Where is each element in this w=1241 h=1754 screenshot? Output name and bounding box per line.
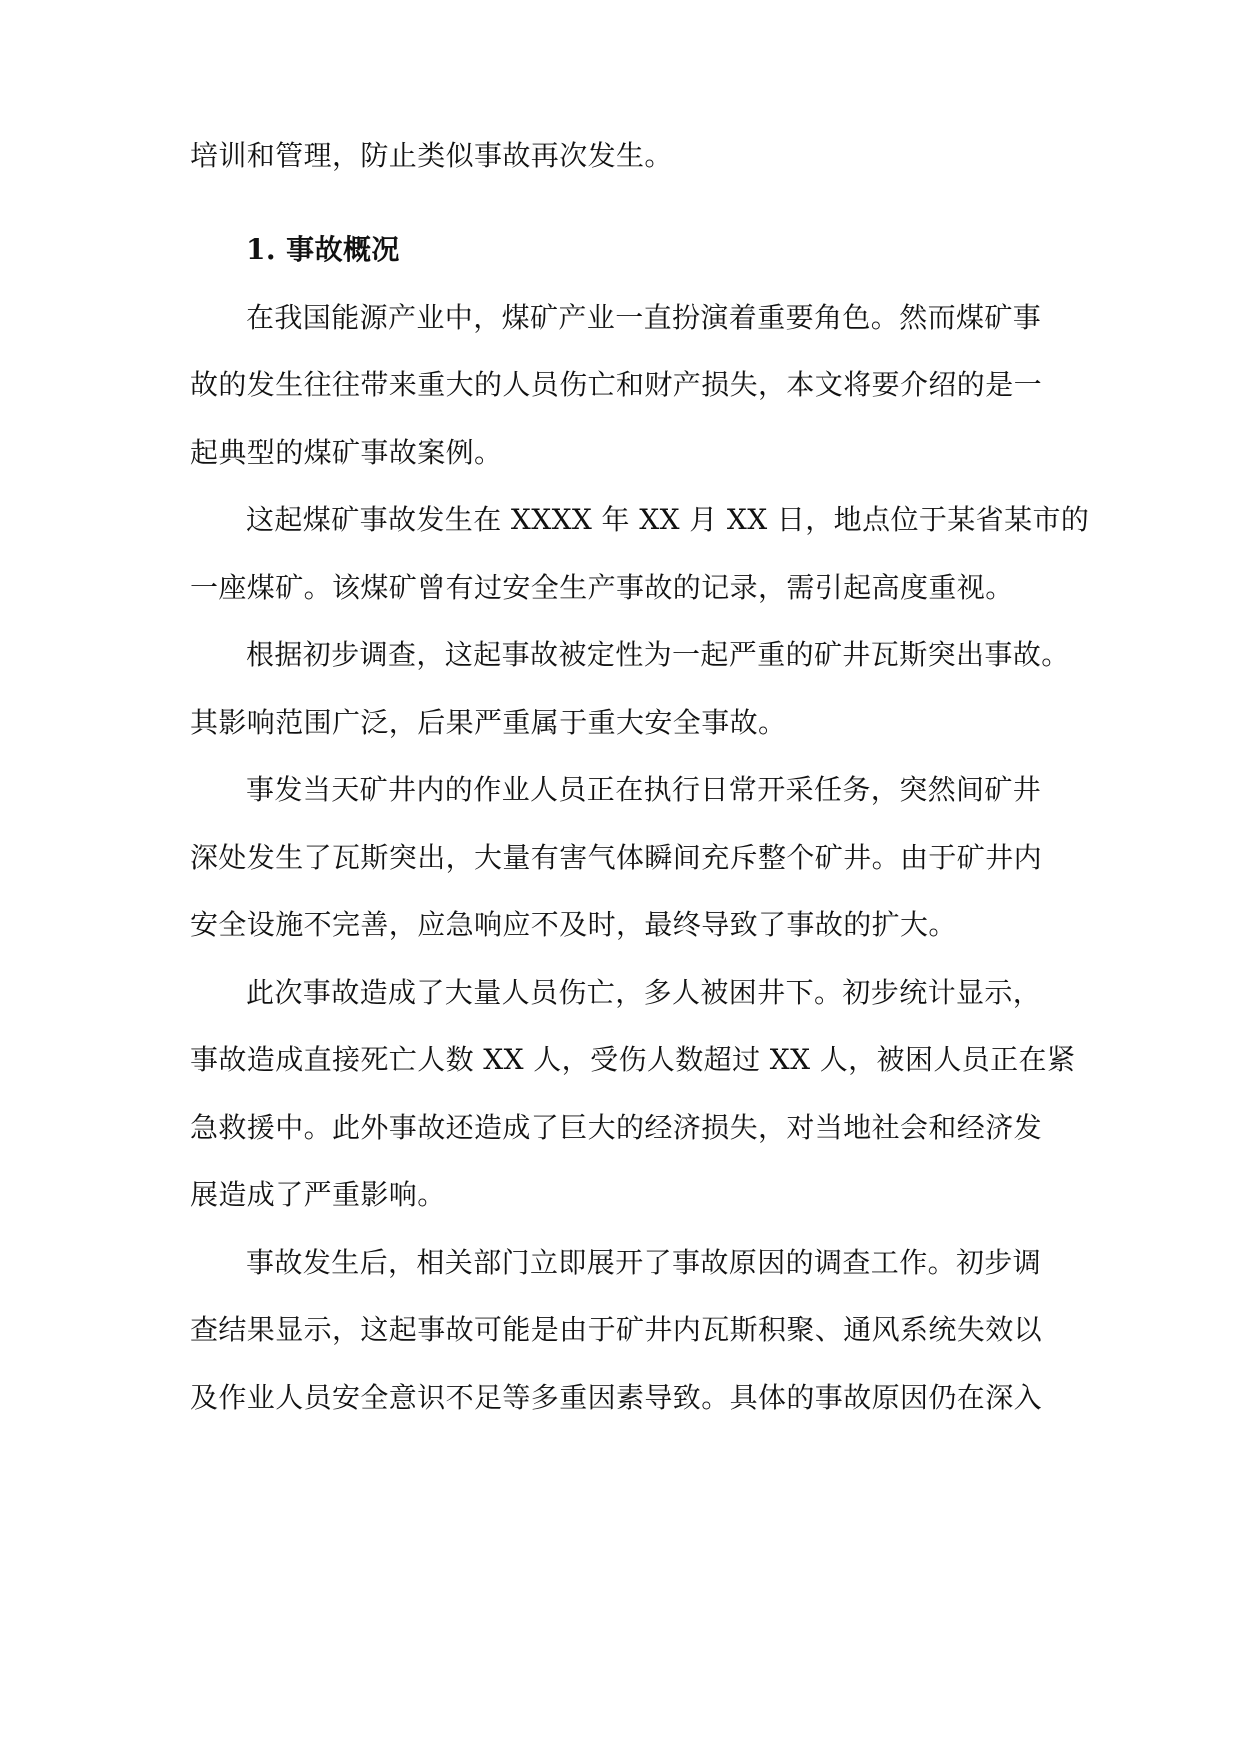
text-line: 故的发生往往带来重大的人员伤亡和财产损失，本文将要介绍的是一	[190, 368, 1043, 401]
text-line: 事故发生后，相关部门立即展开了事故原因的调查工作。初步调	[246, 1246, 1042, 1279]
text-line: 急救援中。此外事故还造成了巨大的经济损失，对当地社会和经济发	[190, 1111, 1043, 1144]
text-line: 深处发生了瓦斯突出，大量有害气体瞬间充斥整个矿井。由于矿井内	[190, 841, 1043, 874]
text-line: 根据初步调查，这起事故被定性为一起严重的矿井瓦斯突出事故。	[246, 638, 1070, 671]
text-line: 展造成了严重影响。	[190, 1178, 446, 1211]
text-line: 事发当天矿井内的作业人员正在执行日常开采任务，突然间矿井	[246, 773, 1042, 806]
text-line: 及作业人员安全意识不足等多重因素导致。具体的事故原因仍在深入	[190, 1381, 1043, 1414]
section-heading: 1. 事故概况	[246, 233, 400, 266]
text-line: 安全设施不完善，应急响应不及时，最终导致了事故的扩大。	[190, 908, 957, 941]
text-line: 此次事故造成了大量人员伤亡，多人被困井下。初步统计显示，	[246, 976, 1042, 1009]
text-line: 这起煤矿事故发生在 XXXX 年 XX 月 XX 日，地点位于某省某市的	[246, 503, 1090, 536]
text-line: 起典型的煤矿事故案例。	[190, 436, 503, 469]
text-line: 在我国能源产业中，煤矿产业一直扮演着重要角色。然而煤矿事	[246, 301, 1042, 334]
text-line: 查结果显示，这起事故可能是由于矿井内瓦斯积聚、通风系统失效以	[190, 1313, 1043, 1346]
text-line: 培训和管理，防止类似事故再次发生。	[190, 139, 673, 172]
text-line: 一座煤矿。该煤矿曾有过安全生产事故的记录，需引起高度重视。	[190, 571, 1014, 604]
text-line: 其影响范围广泛，后果严重属于重大安全事故。	[190, 706, 787, 739]
text-line: 事故造成直接死亡人数 XX 人，受伤人数超过 XX 人，被困人员正在紧	[190, 1043, 1076, 1076]
